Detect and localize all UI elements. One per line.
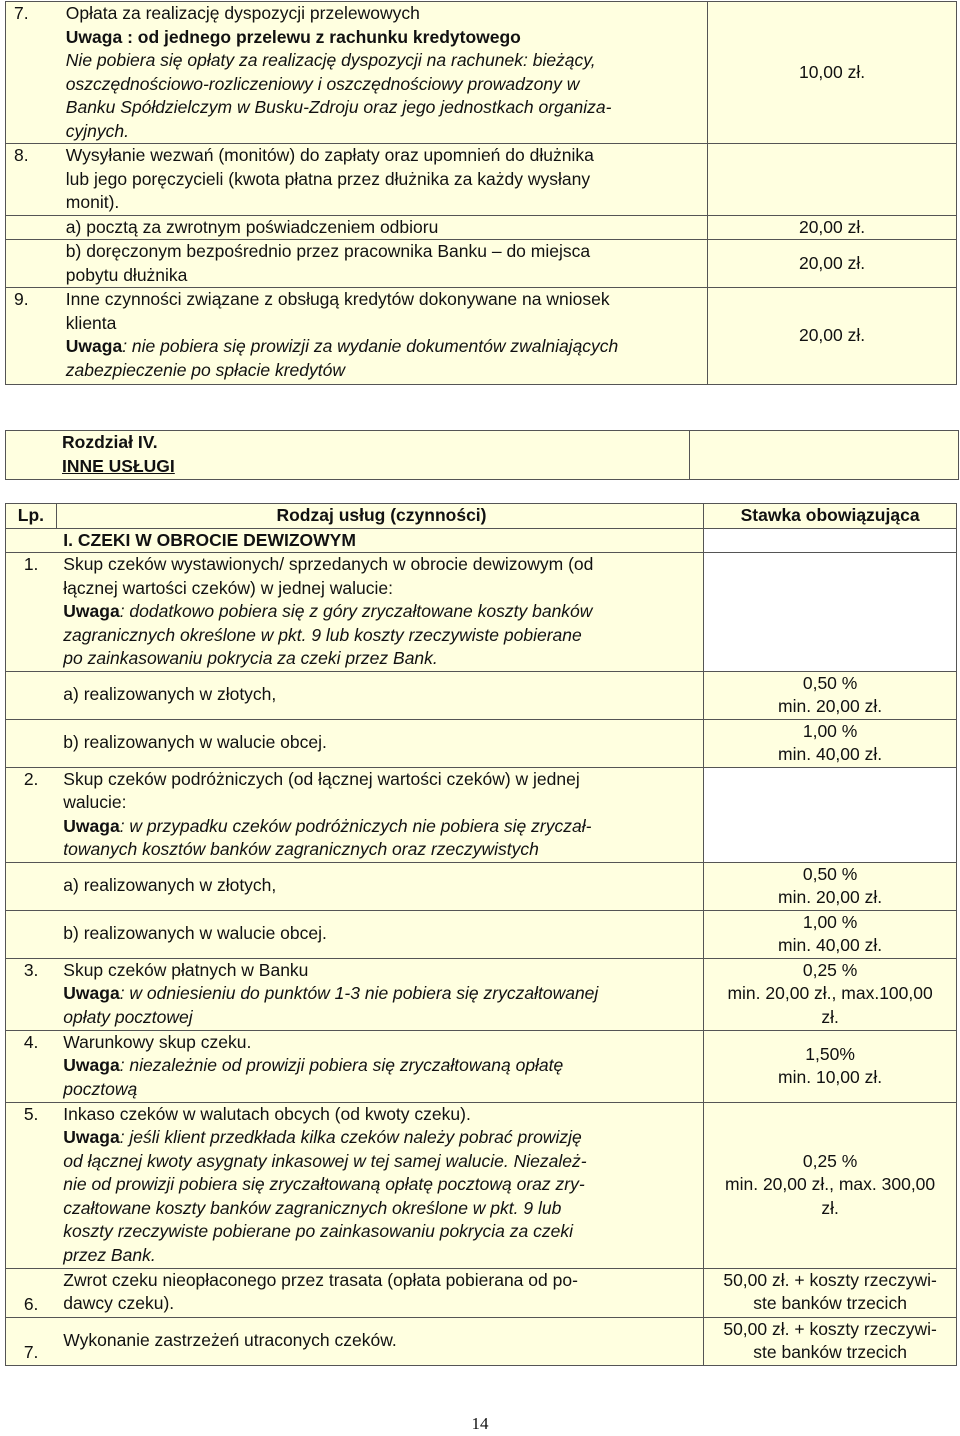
uwaga-text: : jeśli klient przedkłada kilka czeków należy pobrać prowizję [119,1127,582,1147]
uwaga-label: Uwaga [63,815,120,836]
note-line [63,1126,699,1150]
uwaga-label: Uwaga [65,336,123,356]
row7-line-2: Uwaga : od jednego przelewu z rachunku kredytowego [65,26,521,47]
uwaga-label: Uwaga [63,1055,120,1075]
header-service-type: Rodzaj usług (czynności) [56,504,703,529]
rate-empty [704,528,957,553]
group-title: I. CZEKI W OBROCIE DEWIZOWYM [56,528,703,553]
row-fee: 20,00 zł. [708,240,957,288]
table-row [6,671,957,719]
row-number: 7. [6,2,66,144]
row8-b-line-1: b) doręczonym bezpośrednio przez pracownika Banku – do miejsca [65,241,591,261]
row-fee: 10,00 zł. [708,2,957,144]
row8-line-1: Wysyłanie wezwań (monitów) do zapłaty oraz upomnień do dłużnika [65,145,594,165]
table-row [6,144,957,216]
note-line: pocztową [63,1078,138,1099]
row-number: 2. [6,767,57,862]
rate-empty [704,767,957,862]
table-row [6,958,957,1030]
row8-option-a: a) pocztą za zwrotnym poświadczeniem odbioru [66,215,708,240]
sub-option: b) realizowanych w walucie obcej. [56,910,703,958]
rate-min: min. 20,00 zł. [778,887,883,907]
fees-table-continued [5,1,957,385]
rate-line: min. 20,00 zł., max. 300,00 [725,1174,936,1195]
rate-cell [704,862,957,910]
table-row [6,2,957,144]
note-line: po zainkasowaniu pokrycia za czeki przez Bank. [63,648,438,668]
row-number: 8. [6,144,66,216]
desc-line: Skup czeków podróżniczych (od łącznej wartości czeków) w jednej [63,768,580,789]
rate-percent: 0,50 % [802,863,858,884]
rate-min: min. 40,00 zł. [778,744,883,764]
row8-b-line-2: pobytu dłużnika [65,264,188,285]
desc-line: walucie: [63,792,127,812]
row7-line-4: oszczędnościowo-rozliczeniowy i oszczędnościowy prowadzony w [65,73,580,94]
row8-line-3: monit). [65,192,120,212]
row7-line-1: Opłata za realizację dyspozycji przelewowych [65,3,420,23]
desc-line: łącznej wartości czeków) w jednej walucie: [63,577,393,598]
row-fee-empty [708,144,957,216]
uwaga-text: : niezależnie od prowizji pobiera się zryczałtowaną opłatę [119,1055,564,1075]
group-title-row [6,528,957,553]
rate-line: 0,25 % [802,959,858,980]
table-row [6,719,957,767]
uwaga-text: : w odniesieniu do punktów 1-3 nie pobiera się zryczałtowanej [119,983,599,1003]
note-line: czałtowane koszty banków zagranicznych określone w pkt. 9 lub [63,1197,562,1218]
services-table [5,503,957,1366]
row-description [66,2,708,144]
rate-cell [704,1268,957,1317]
row9-note-2: zabezpieczenie po spłacie kredytów [65,359,345,380]
row-fee: 20,00 zł. [708,215,957,240]
row-description [56,1102,703,1268]
rate-cell [704,671,957,719]
table-row [6,288,957,385]
divider [689,431,690,479]
row-number: 1. [6,553,57,672]
uwaga-text: : nie pobiera się prowizji za wydanie dokumentów zwalniających [122,336,619,356]
header-lp: Lp. [6,504,57,529]
table-row [6,240,957,288]
note-line [63,600,699,624]
row-number: 3. [6,958,57,1030]
rate-min: min. 20,00 zł. [778,696,883,716]
row-number-empty [6,215,66,240]
rate-line: ste banków trzecich [753,1342,907,1362]
table-row [6,910,957,958]
row-fee: 20,00 zł. [708,288,957,385]
rate-line: 0,25 % [802,1150,858,1171]
table-row [6,1102,957,1268]
rate-line: 50,00 zł. + koszty rzeczywi- [723,1318,937,1339]
row9-note-1 [66,335,703,359]
table-row [6,1030,957,1102]
row-number: 6. [6,1268,57,1317]
sub-option: b) realizowanych w walucie obcej. [56,719,703,767]
uwaga-label: Uwaga [63,983,120,1003]
row-number-empty [6,240,66,288]
table-row [6,553,957,672]
row7-line-3: Nie pobiera się opłaty za realizację dyspozycji na rachunek: bieżący, [65,50,596,70]
section-title: INNE USŁUGI [62,456,175,476]
rate-line: zł. [821,1197,839,1218]
table-row [6,862,957,910]
rate-percent: 1,00 % [802,911,858,932]
desc-line: dawcy czeku). [63,1293,175,1313]
sub-option: a) realizowanych w złotych, [56,862,703,910]
row8-line-2: lub jego poręczycieli (kwota płatna przez dłużnika za każdy wysłany [65,168,591,189]
note-line: opłaty pocztowej [63,1006,193,1027]
row-number-empty [6,862,57,910]
row-number: 7. [6,1317,57,1365]
desc-line: Skup czeków wystawionych/ sprzedanych w obrocie dewizowym (od [63,554,594,574]
note-line: koszty rzeczywiste pobierane po zainkasowaniu pokrycia za czeki [63,1221,573,1241]
uwaga-text: : w przypadku czeków podróżniczych nie pobiera się zryczał- [119,815,592,836]
rate-line: 50,00 zł. + koszty rzeczywi- [723,1269,937,1290]
rate-line: min. 20,00 zł., max.100,00 [727,983,933,1003]
rate-min: min. 40,00 zł. [778,935,883,955]
row-description [56,1268,703,1317]
desc-line: Skup czeków płatnych w Banku [63,959,309,980]
section-header [5,430,959,480]
table-row [6,1268,957,1317]
row-description [66,288,708,385]
desc-line: Zwrot czeku nieopłaconego przez trasata (opłata pobierana od po- [63,1269,578,1290]
rate-line: ste banków trzecich [753,1293,907,1313]
table-header-row [6,504,957,529]
row-number-empty [6,671,57,719]
chapter-label: Rozdział IV. [62,432,158,452]
row-number-empty [6,528,57,553]
rate-cell [704,1102,957,1268]
note-line [63,1054,699,1078]
row9-line-1: Inne czynności związane z obsługą kredytów dokonywane na wniosek [65,289,610,309]
note-line [63,982,699,1006]
rate-percent: 0,50 % [802,672,858,693]
table-row [6,215,957,240]
row8-option-b [66,240,708,288]
note-line [63,815,699,839]
note-line: nie od prowizji pobiera się zryczałtowaną opłatę pocztową oraz zry- [63,1174,585,1194]
rate-percent: 1,00 % [802,720,858,741]
rate-line: zł. [821,1006,839,1027]
row-description: Wykonanie zastrzeżeń utraconych czeków. [56,1317,703,1365]
row-description [56,1030,703,1102]
rate-cell [704,958,957,1030]
uwaga-label: Uwaga [63,601,120,621]
uwaga-label: Uwaga [63,1127,120,1147]
row-description [56,958,703,1030]
row-description [56,767,703,862]
row-number: 4. [6,1030,57,1102]
table-row [6,767,957,862]
header-rate: Stawka obowiązująca [704,504,957,529]
note-line: od łącznej kwoty asygnaty inkasowej w tej samej walucie. Niezależ- [63,1150,587,1171]
rate-cell [704,1030,957,1102]
rate-cell [704,1317,957,1365]
row-number: 5. [6,1102,57,1268]
row-description [56,553,703,672]
row7-line-5: Banku Spółdzielczym w Busku-Zdroju oraz jego jednostkach organiza- [65,97,612,117]
rate-empty [704,553,957,672]
row-number: 9. [6,288,66,385]
rate-line: 1,50% [805,1043,855,1064]
row-number-empty [6,719,57,767]
desc-line: Inkaso czeków w walutach obcych (od kwoty czeku). [63,1103,471,1124]
row-number-empty [6,910,57,958]
uwaga-text: : dodatkowo pobiera się z góry zryczałtowane koszty banków [119,601,593,621]
note-line: towanych kosztów banków zagranicznych oraz rzeczywistych [63,839,539,859]
page-number: 14 [471,1414,489,1433]
desc-line: Warunkowy skup czeku. [63,1031,252,1052]
rate-line: min. 10,00 zł. [778,1067,883,1087]
rate-cell [704,910,957,958]
note-line: zagranicznych określone w pkt. 9 lub koszty rzeczywiste pobierane [63,624,582,645]
row9-line-2: klienta [65,312,117,333]
table-row [6,1317,957,1365]
row7-line-6: cyjnych. [65,120,130,141]
rate-cell [704,719,957,767]
sub-option: a) realizowanych w złotych, [56,671,703,719]
row-description [66,144,708,216]
note-line: przez Bank. [63,1244,156,1265]
